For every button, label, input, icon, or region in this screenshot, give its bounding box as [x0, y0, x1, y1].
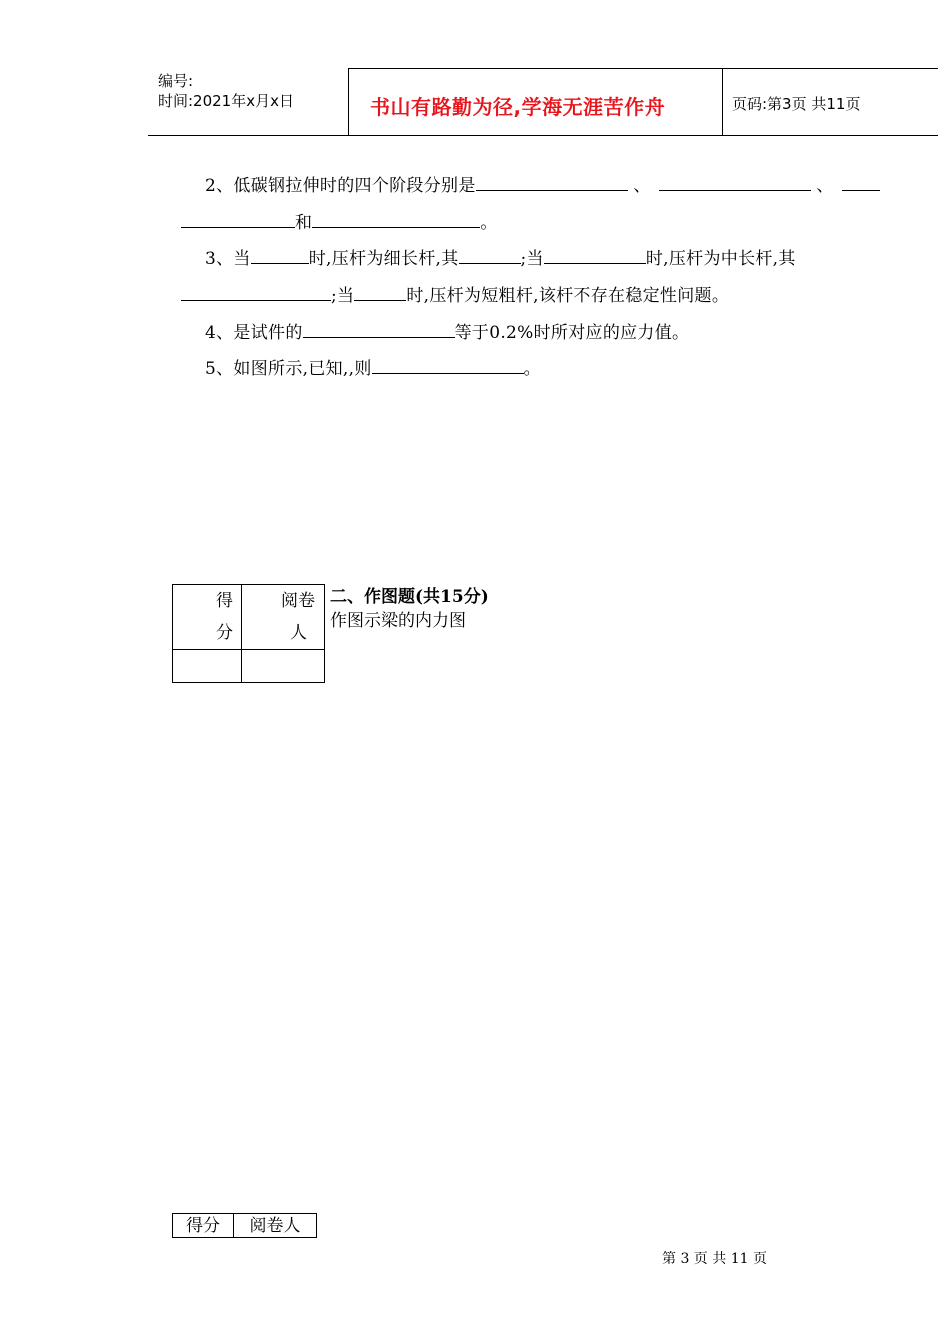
document-number-label: 编号: [158, 72, 194, 90]
question-3-line-1 [205, 244, 796, 269]
question-4-suffix: 等于0.2%时所对应的应力值。 [454, 323, 690, 343]
reviewer-label-line-2: 人 [290, 623, 307, 643]
question-2-line-1 [205, 171, 880, 196]
answer-blank[interactable] [312, 212, 480, 228]
score-label-line-2: 分 [216, 623, 233, 643]
answer-blank[interactable] [303, 322, 455, 338]
header-divider-left [348, 68, 349, 136]
score-entry-cell[interactable] [173, 650, 242, 683]
question-2-and: 和 [295, 213, 313, 233]
header-top-rule [348, 68, 938, 69]
question-5 [205, 354, 541, 379]
question-3-part-a: 3、当 [205, 249, 251, 269]
score-table-bottom [172, 1213, 317, 1238]
question-2-separator: 、 [633, 176, 651, 196]
question-5-prefix: 5、如图所示,已知,,则 [205, 359, 372, 379]
answer-blank[interactable] [372, 358, 524, 374]
score-label-line-1: 得 [216, 591, 233, 611]
answer-blank[interactable] [251, 248, 309, 264]
score-table [172, 584, 325, 683]
score-header-cell [173, 585, 242, 650]
document-time-label: 时间:2021年x月x日 [158, 92, 294, 110]
header-divider-right [722, 68, 723, 136]
question-2-prefix: 2、低碳钢拉伸时的四个阶段分别是 [205, 176, 476, 196]
question-5-end: 。 [523, 359, 541, 379]
answer-blank[interactable] [181, 212, 295, 228]
score-header-cell: 得分 [173, 1214, 234, 1238]
question-3-part-f: 时,压杆为短粗杆,该杆不存在稳定性问题。 [406, 286, 730, 306]
header-bottom-rule [148, 135, 938, 136]
answer-blank[interactable] [181, 285, 331, 301]
answer-blank[interactable] [476, 175, 628, 191]
answer-blank[interactable] [842, 175, 880, 191]
question-3-part-b: 时,压杆为细长杆,其 [308, 249, 459, 269]
question-2-line-2 [181, 208, 498, 233]
reviewer-header-cell: 阅卷人 [234, 1214, 317, 1238]
header-page-label: 页码:第3页 共11页 [732, 95, 861, 113]
section-2-description: 作图示梁的内力图 [330, 611, 466, 631]
question-4-prefix: 4、是试件的 [205, 323, 303, 343]
header-motto: 书山有路勤为径,学海无涯苦作舟 [370, 95, 666, 119]
question-3-part-e: ;当 [331, 286, 355, 306]
question-4 [205, 318, 689, 343]
reviewer-label-line-1: 阅卷 [281, 591, 315, 611]
section-2-title: 二、作图题(共15分) [330, 587, 489, 607]
reviewer-header-cell [242, 585, 325, 650]
question-3-part-d: 时,压杆为中长杆,其 [645, 249, 796, 269]
answer-blank[interactable] [354, 285, 406, 301]
question-3-part-c: ;当 [520, 249, 544, 269]
page-footer: 第 3 页 共 11 页 [662, 1251, 767, 1267]
answer-blank[interactable] [544, 248, 646, 264]
reviewer-entry-cell[interactable] [242, 650, 325, 683]
question-2-separator: 、 [816, 176, 834, 196]
question-3-line-2 [181, 281, 729, 306]
question-2-end: 。 [480, 213, 498, 233]
answer-blank[interactable] [659, 175, 811, 191]
answer-blank[interactable] [459, 248, 521, 264]
